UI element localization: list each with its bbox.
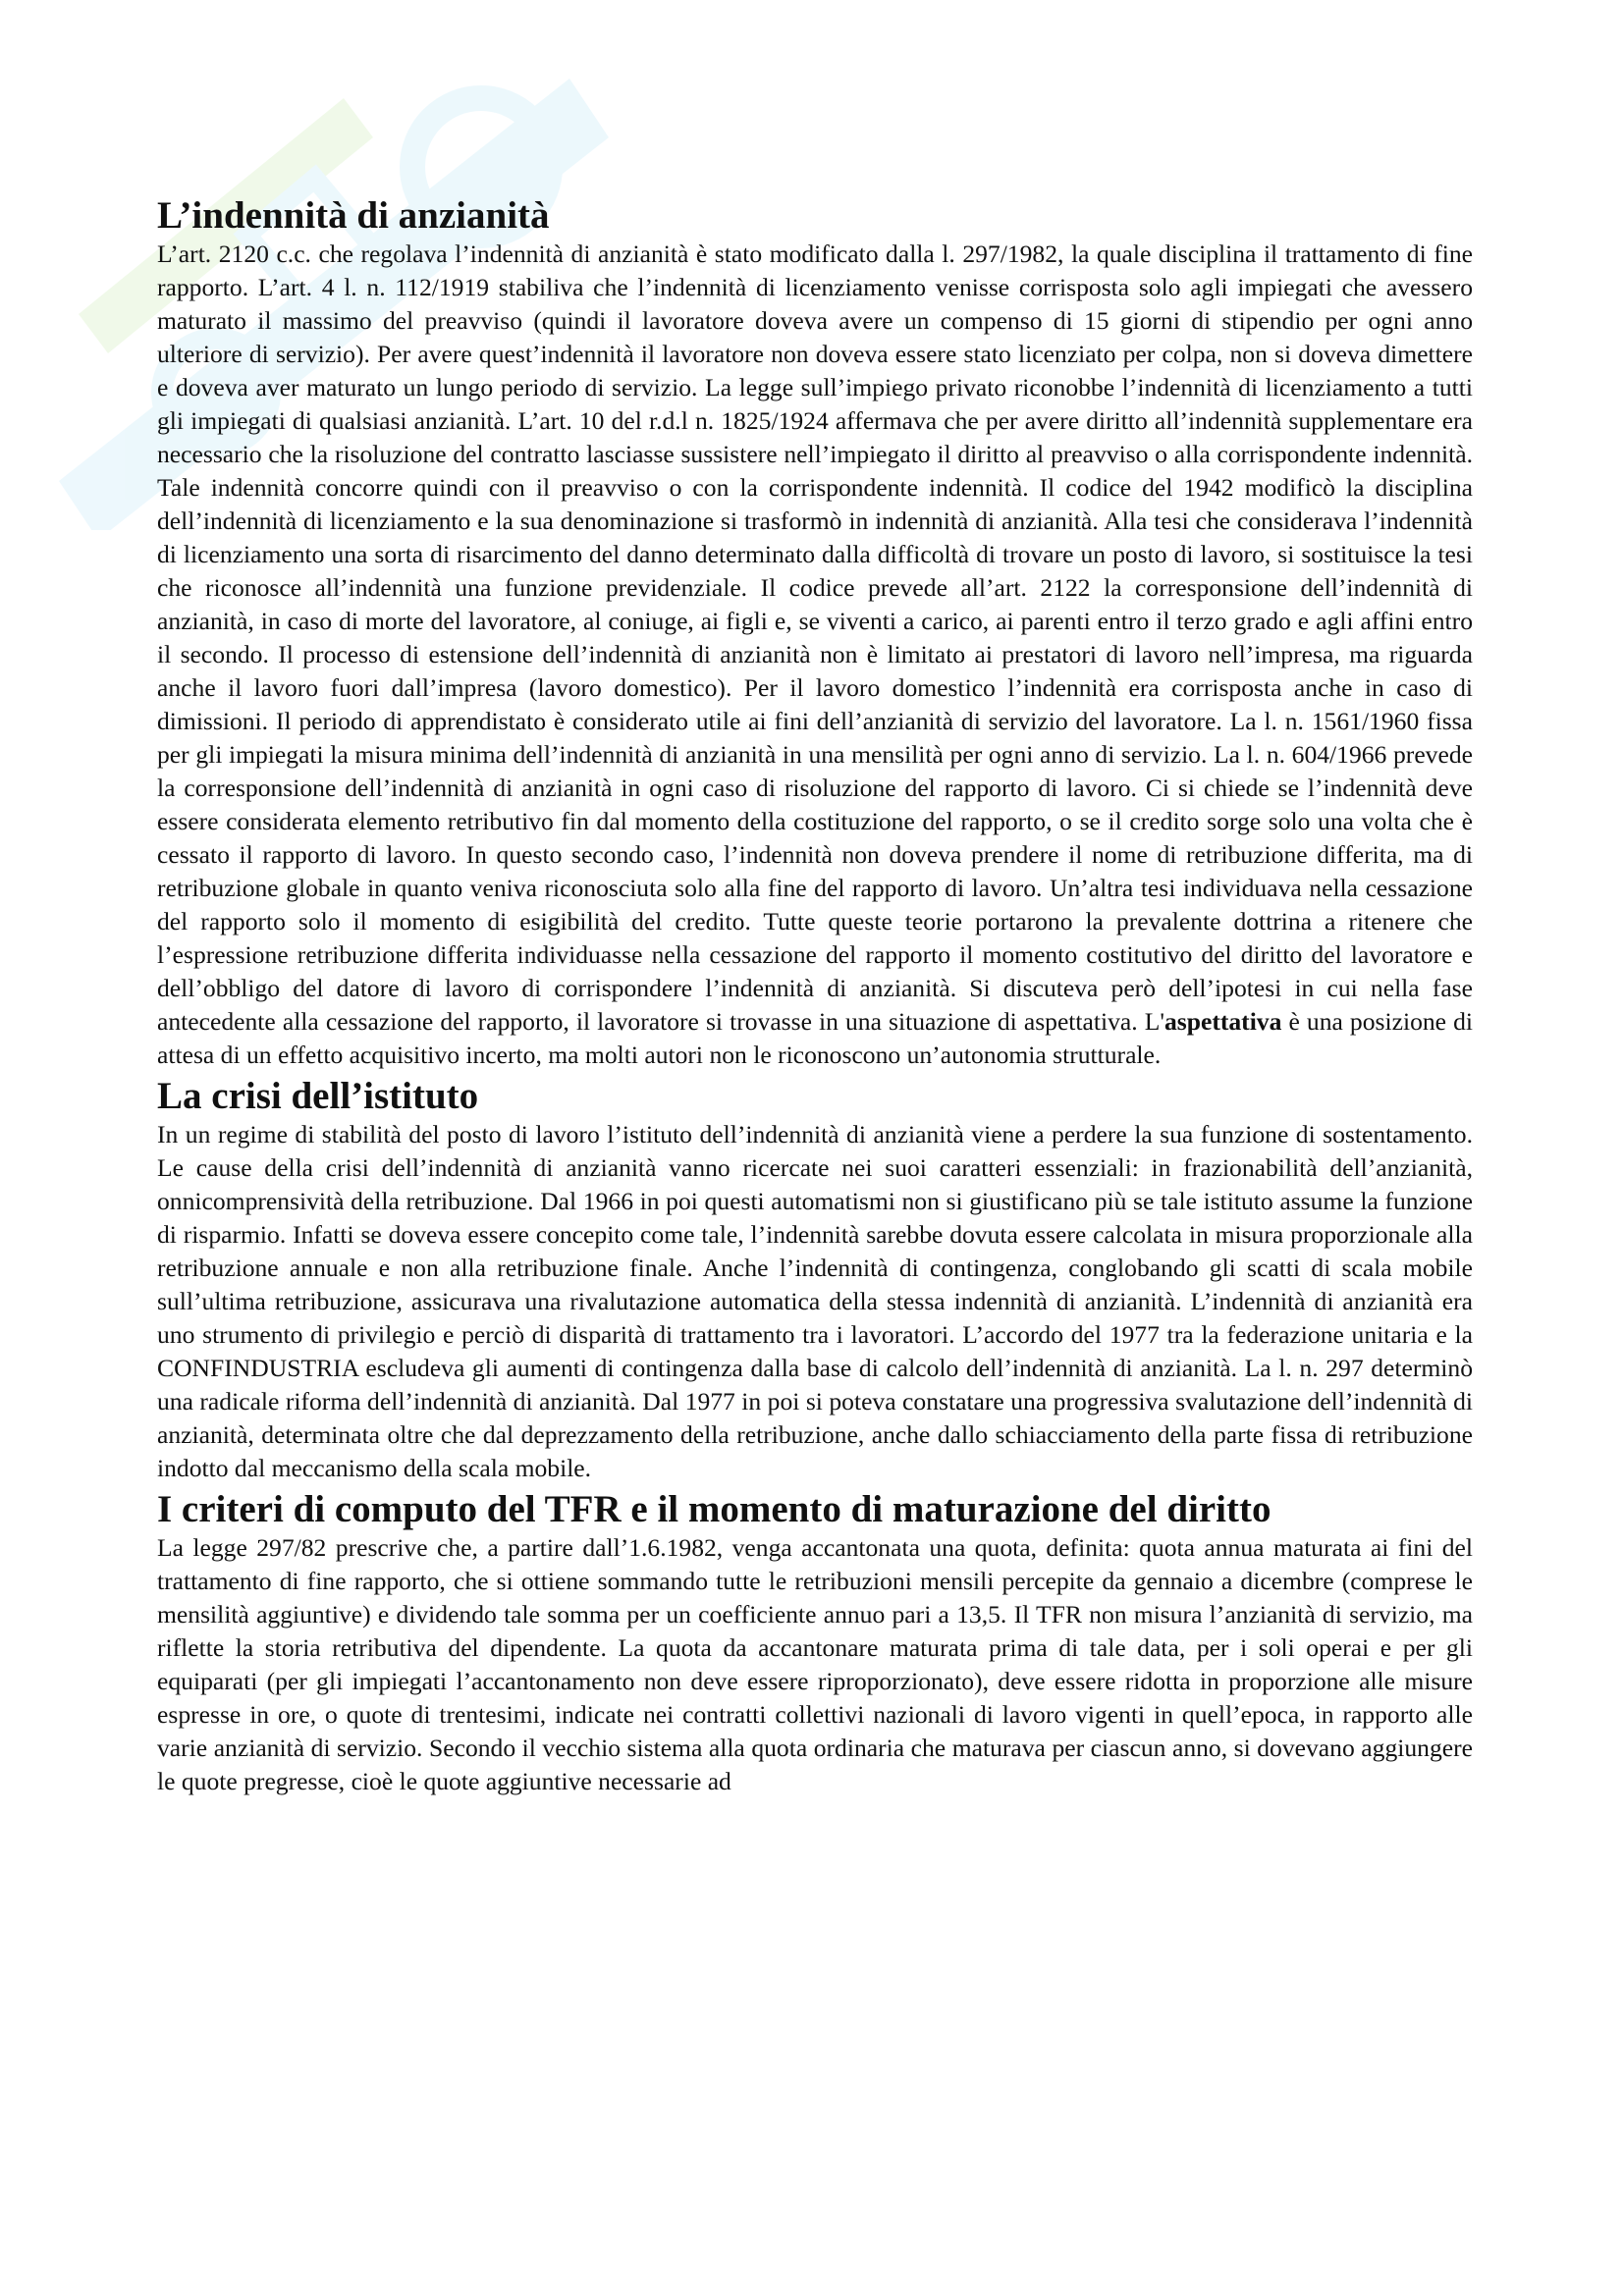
paragraph-text-end: è una posizione di attesa di un effetto acquisitivo incerto, ma molti autori non le riconoscono un’autonomia strutturale. bbox=[157, 1007, 1473, 1069]
section-crisi-istituto bbox=[157, 1075, 1473, 1485]
paragraph-text: L’art. 2120 c.c. che regolava l’indennità di anzianità è stato modificato dalla l. 297/1982, la quale disciplina il trattamento di fine rapporto. L’art. 4 l. n. 112/1919 stabiliva che l’indennità di licenziamento venisse corrisposta solo agli impiegati che avessero maturato il massimo del preavviso (quindi il lavoratore doveva avere un compenso di 15 giorni di stipendio per ogni anno ulteriore di servizio). Per avere quest’indennità il lavoratore non doveva essere stato licenziato per colpa, non si doveva dimettere e doveva aver maturato un lungo periodo di servizio. La legge sull’impiego privato riconobbe l’indennità di licenziamento a tutti gli impiegati di qualsiasi anzianità. L’art. 10 del r.d.l n. 1825/1924 affermava che per avere diritto all’indennità supplementare era necessario che la risoluzione del contratto lasciasse sussistere nell’impiegato il diritto al preavviso o alla corrispondente indennità. Tale indennità concorre quindi con il preavviso o con la corrispondente indennità. Il codice del 1942 modificò la disciplina dell’indennità di licenziamento e la sua denominazione si trasformò in indennità di anzianità. Alla tesi che considerava l’indennità di licenziamento una sorta di risarcimento del danno determinato dalla difficoltà di trovare un posto di lavoro, si sostituisce la tesi che riconosce all’indennità una funzione previdenziale. Il codice prevede all’art. 2122 la corresponsione dell’indennità di anzianità, in caso di morte del lavoratore, al coniuge, ai figli e, se viventi a carico, ai parenti entro il terzo grado e agli affini entro il secondo. Il processo di estensione dell’indennità di anzianità non è limitato ai prestatori di lavoro nell’impresa, ma riguarda anche il lavoro fuori dall’impresa (lavoro domestico). Per il lavoro domestico l’indennità era corrisposta anche in caso di dimissioni. Il periodo di apprendistato è considerato utile ai fini dell’anzianità di servizio del lavoratore. La l. n. 1561/1960 fissa per gli impiegati la misura minima dell’indennità di anzianità in una mensilità per ogni anno di servizio. La l. n. 604/1966 prevede la corresponsione dell’indennità di anzianità in ogni caso di risoluzione del rapporto di lavoro. Ci si chiede se l’indennità deve essere considerata elemento retributivo fin dal momento della costituzione del rapporto, o se il credito sorge solo una volta che è cessato il rapporto di lavoro. In questo secondo caso, l’indennità non doveva prendere il nome di retribuzione differita, ma di retribuzione globale in quanto veniva riconosciuta solo alla fine del rapporto di lavoro. Un’altra tesi individuava nella cessazione del rapporto solo il momento di esigibilità del credito. Tutte queste teorie portarono la prevalente dottrina a ritenere che l’espressione retribuzione differita individuasse nella cessazione del rapporto il momento costitutivo del diritto del lavoratore e dell’obbligo del datore di lavoro di corrispondere l’indennità di anzianità. Si discuteva però dell’ipotesi in cui nella fase antecedente alla cessazione del rapporto, il lavoratore si trovasse in una situazione di aspettativa. L' bbox=[157, 240, 1473, 1036]
section-title: I criteri di computo del TFR e il momento di maturazione del diritto bbox=[157, 1488, 1271, 1530]
bold-term: aspettativa bbox=[1163, 1007, 1282, 1036]
section-title: L’indennità di anzianità bbox=[157, 194, 550, 237]
document-page bbox=[157, 194, 1473, 1801]
section-criteri-tfr bbox=[157, 1488, 1473, 1798]
section-indennita-anzianita bbox=[157, 194, 1473, 1072]
section-body: La legge 297/82 prescrive che, a partire dall’1.6.1982, venga accantonata una quota, definita: quota annua maturata ai fini del trattamento di fine rapporto, che si ottiene sommando tutte le retribuzioni mensili percepite da gennaio a dicembre (comprese le mensilità aggiuntive) e dividendo tale somma per un coefficiente annuo pari a 13,5. Il TFR non misura l’anzianità di servizio, ma riflette la storia retributiva del dipendente. La quota da accantonare maturata prima di tale data, per i soli operai e per gli equiparati (per gli impiegati l’accantonamento non deve essere riproporzionato), deve essere ridotta in proporzione alle misure espresse in ore, o quote di trentesimi, indicate nei contratti collettivi nazionali di lavoro vigenti in quell’epoca, in rapporto alle varie anzianità di servizio. Secondo il vecchio sistema alla quota ordinaria che maturava per ciascun anno, si dovevano aggiungere le quote pregresse, cioè le quote aggiuntive necessarie ad bbox=[157, 1533, 1473, 1795]
section-body: In un regime di stabilità del posto di lavoro l’istituto dell’indennità di anzianità viene a perdere la sua funzione di sostentamento. Le cause della crisi dell’indennità di anzianità vanno ricercate nei suoi caratteri essenziali: in frazionabilità dell’anzianità, onnicomprensività della retribuzione. Dal 1966 in poi questi automatismi non si giustificano più se tale istituto assume la funzione di risparmio. Infatti se doveva essere concepito come tale, l’indennità sarebbe dovuta essere calcolata in misura proporzionale alla retribuzione annuale e non alla retribuzione finale. Anche l’indennità di contingenza, conglobando gli scatti di scala mobile sull’ultima retribuzione, assicurava una rivalutazione automatica della stessa indennità di anzianità. L’indennità di anzianità era uno strumento di privilegio e perciò di disparità di trattamento tra i lavoratori. L’accordo del 1977 tra la federazione unitaria e la CONFINDUSTRIA escludeva gli aumenti di contingenza dalla base di calcolo dell’indennità di anzianità. La l. n. 297 determinò una radicale riforma dell’indennità di anzianità. Dal 1977 in poi si poteva constatare una progressiva svalutazione dell’indennità di anzianità, determinata oltre che dal deprezzamento della retribuzione, anche dallo schiacciamento della parte fissa di retribuzione indotto dal meccanismo della scala mobile. bbox=[157, 1120, 1473, 1482]
section-title: La crisi dell’istituto bbox=[157, 1075, 479, 1117]
section-body bbox=[157, 238, 1473, 1072]
